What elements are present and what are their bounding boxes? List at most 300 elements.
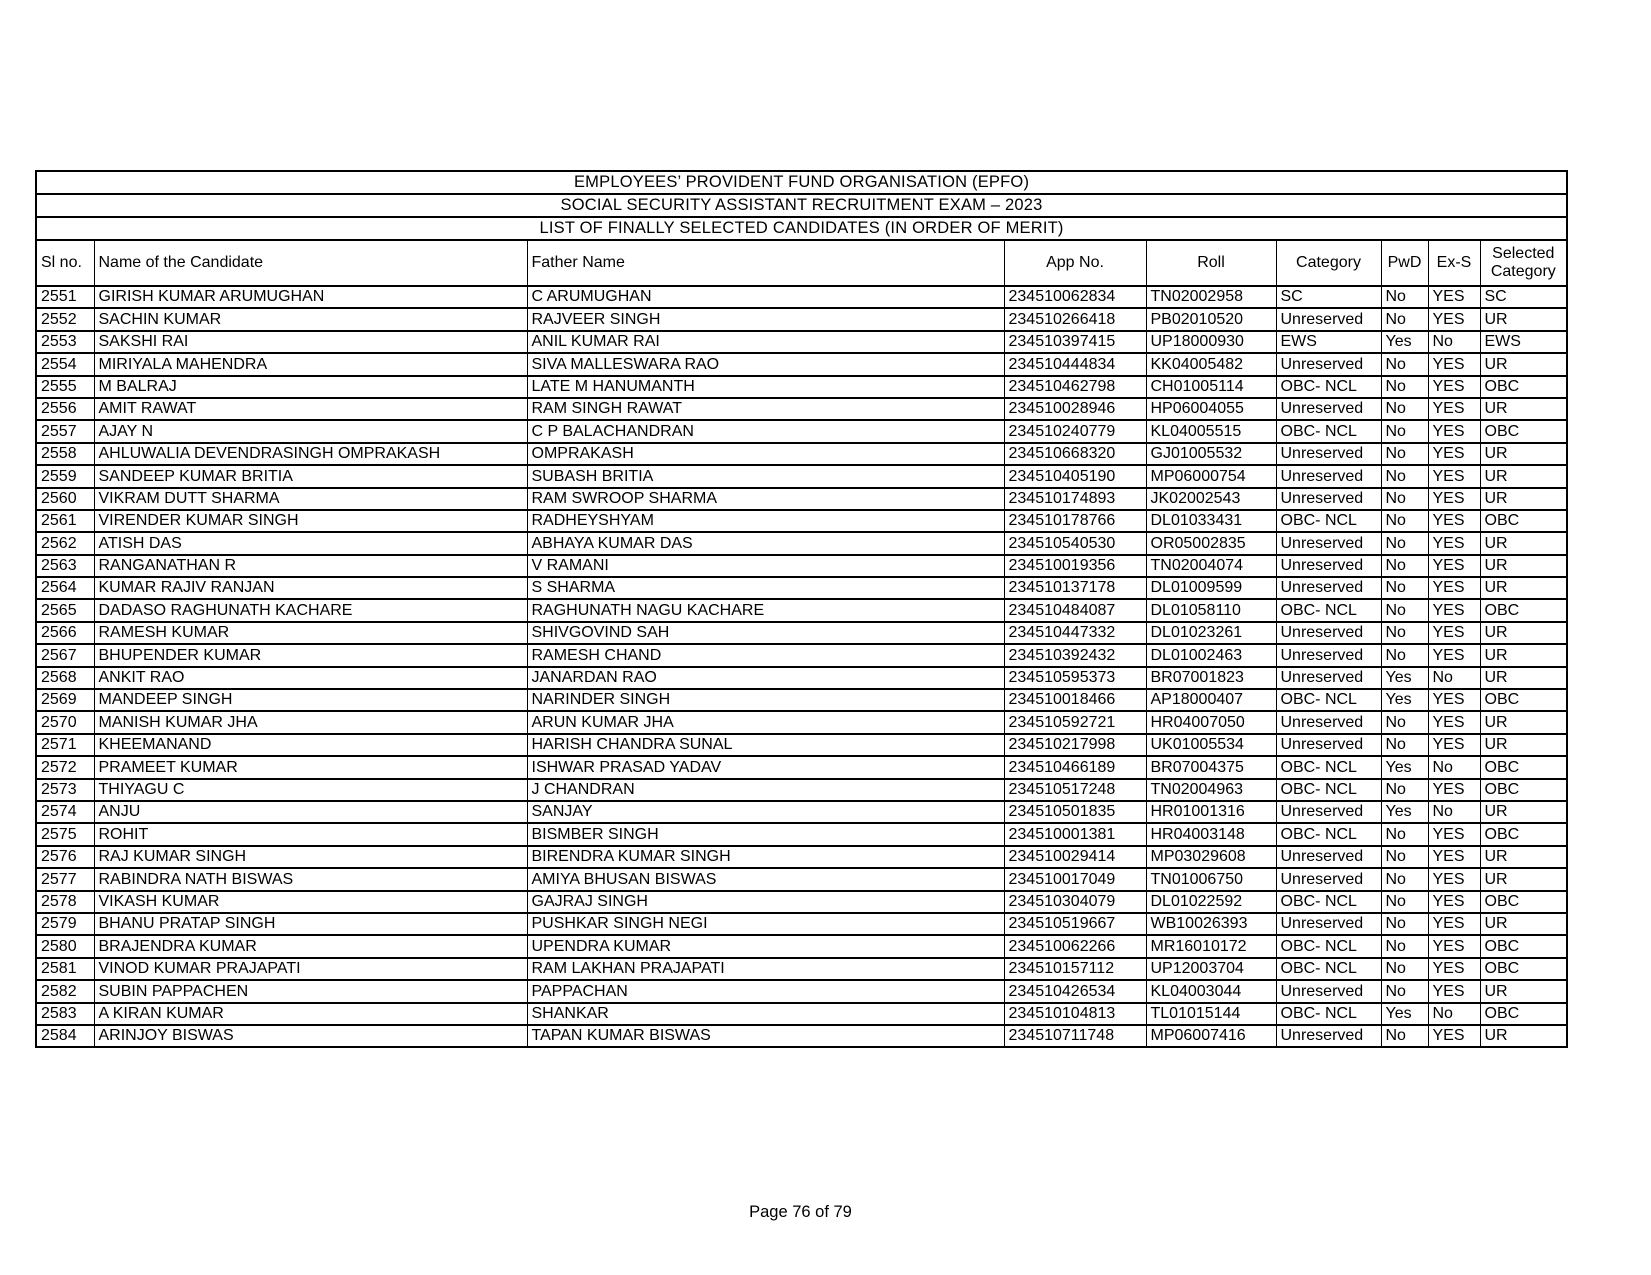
- column-header-row: [36, 240, 1567, 286]
- table-row: [36, 711, 1567, 733]
- table-row: [36, 689, 1567, 711]
- cell-ex-s: YES: [1428, 644, 1480, 666]
- cell-app-no: 234510029414: [1004, 846, 1146, 868]
- cell-pwd: No: [1381, 465, 1428, 487]
- cell-category: Unreserved: [1276, 443, 1381, 465]
- cell-category: Unreserved: [1276, 868, 1381, 890]
- document-title: EMPLOYEES’ PROVIDENT FUND ORGANISATION (EPFO): [36, 171, 1567, 194]
- cell-pwd: No: [1381, 644, 1428, 666]
- cell-category: SC: [1276, 286, 1381, 308]
- cell-ex-s: YES: [1428, 958, 1480, 980]
- cell-selected-category: UR: [1480, 577, 1567, 599]
- cell-roll: TN02002958: [1146, 286, 1276, 308]
- cell-name: ATISH DAS: [94, 532, 527, 554]
- cell-ex-s: YES: [1428, 891, 1480, 913]
- col-header-app-no: App No.: [1004, 240, 1146, 286]
- cell-category: OBC- NCL: [1276, 420, 1381, 442]
- cell-selected-category: UR: [1480, 801, 1567, 823]
- cell-app-no: 234510484087: [1004, 599, 1146, 621]
- cell-selected-category: OBC: [1480, 1003, 1567, 1025]
- cell-category: Unreserved: [1276, 734, 1381, 756]
- cell-ex-s: YES: [1428, 779, 1480, 801]
- table-row: [36, 1003, 1567, 1025]
- cell-ex-s: YES: [1428, 711, 1480, 733]
- cell-selected-category: EWS: [1480, 331, 1567, 353]
- cell-app-no: 234510405190: [1004, 465, 1146, 487]
- cell-selected-category: OBC: [1480, 510, 1567, 532]
- cell-ex-s: YES: [1428, 555, 1480, 577]
- cell-app-no: 234510174893: [1004, 488, 1146, 510]
- cell-ex-s: YES: [1428, 510, 1480, 532]
- cell-sl-no: 2555: [36, 376, 94, 398]
- cell-pwd: No: [1381, 711, 1428, 733]
- cell-father-name: V RAMANI: [527, 555, 1004, 577]
- cell-sl-no: 2558: [36, 443, 94, 465]
- cell-father-name: RAM LAKHAN PRAJAPATI: [527, 958, 1004, 980]
- cell-category: OBC- NCL: [1276, 891, 1381, 913]
- cell-name: AJAY N: [94, 420, 527, 442]
- cell-name: SAKSHI RAI: [94, 331, 527, 353]
- cell-pwd: No: [1381, 823, 1428, 845]
- cell-ex-s: YES: [1428, 308, 1480, 330]
- cell-roll: JK02002543: [1146, 488, 1276, 510]
- cell-name: SACHIN KUMAR: [94, 308, 527, 330]
- cell-selected-category: UR: [1480, 667, 1567, 689]
- cell-pwd: No: [1381, 555, 1428, 577]
- cell-ex-s: No: [1428, 1003, 1480, 1025]
- table-row: [36, 398, 1567, 420]
- cell-roll: MP06007416: [1146, 1025, 1276, 1047]
- cell-name: KHEEMANAND: [94, 734, 527, 756]
- cell-name: GIRISH KUMAR ARUMUGHAN: [94, 286, 527, 308]
- cell-father-name: LATE M HANUMANTH: [527, 376, 1004, 398]
- cell-father-name: ISHWAR PRASAD YADAV: [527, 756, 1004, 778]
- table-row: [36, 1025, 1567, 1047]
- cell-roll: DL01022592: [1146, 891, 1276, 913]
- cell-pwd: No: [1381, 599, 1428, 621]
- cell-pwd: No: [1381, 532, 1428, 554]
- cell-sl-no: 2566: [36, 622, 94, 644]
- cell-father-name: GAJRAJ SINGH: [527, 891, 1004, 913]
- cell-sl-no: 2576: [36, 846, 94, 868]
- cell-father-name: RAMESH CHAND: [527, 644, 1004, 666]
- cell-category: OBC- NCL: [1276, 756, 1381, 778]
- cell-selected-category: UR: [1480, 465, 1567, 487]
- results-table: [35, 170, 1568, 1048]
- cell-selected-category: OBC: [1480, 420, 1567, 442]
- cell-app-no: 234510028946: [1004, 398, 1146, 420]
- cell-pwd: No: [1381, 577, 1428, 599]
- cell-name: VIKASH KUMAR: [94, 891, 527, 913]
- cell-pwd: No: [1381, 734, 1428, 756]
- table-title-row-1: [36, 171, 1567, 194]
- cell-father-name: ABHAYA KUMAR DAS: [527, 532, 1004, 554]
- table-row: [36, 644, 1567, 666]
- table-row: [36, 667, 1567, 689]
- cell-pwd: Yes: [1381, 689, 1428, 711]
- table-row: [36, 846, 1567, 868]
- cell-app-no: 234510711748: [1004, 1025, 1146, 1047]
- cell-pwd: No: [1381, 353, 1428, 375]
- cell-roll: HR01001316: [1146, 801, 1276, 823]
- col-header-selected-category: Selected Category: [1480, 240, 1567, 286]
- cell-pwd: No: [1381, 846, 1428, 868]
- cell-name: SANDEEP KUMAR BRITIA: [94, 465, 527, 487]
- cell-sl-no: 2581: [36, 958, 94, 980]
- cell-selected-category: OBC: [1480, 779, 1567, 801]
- col-header-pwd: PwD: [1381, 240, 1428, 286]
- cell-category: Unreserved: [1276, 398, 1381, 420]
- cell-father-name: RAM SINGH RAWAT: [527, 398, 1004, 420]
- table-row: [36, 308, 1567, 330]
- cell-app-no: 234510426534: [1004, 980, 1146, 1002]
- cell-sl-no: 2578: [36, 891, 94, 913]
- cell-roll: TN01006750: [1146, 868, 1276, 890]
- cell-father-name: RAJVEER SINGH: [527, 308, 1004, 330]
- cell-name: ARINJOY BISWAS: [94, 1025, 527, 1047]
- cell-sl-no: 2554: [36, 353, 94, 375]
- cell-selected-category: UR: [1480, 846, 1567, 868]
- table-row: [36, 532, 1567, 554]
- cell-roll: AP18000407: [1146, 689, 1276, 711]
- cell-ex-s: No: [1428, 331, 1480, 353]
- cell-roll: TL01015144: [1146, 1003, 1276, 1025]
- cell-category: Unreserved: [1276, 980, 1381, 1002]
- cell-pwd: No: [1381, 286, 1428, 308]
- cell-sl-no: 2556: [36, 398, 94, 420]
- cell-ex-s: YES: [1428, 868, 1480, 890]
- cell-category: Unreserved: [1276, 577, 1381, 599]
- cell-app-no: 234510466189: [1004, 756, 1146, 778]
- cell-sl-no: 2580: [36, 935, 94, 957]
- cell-roll: UP12003704: [1146, 958, 1276, 980]
- cell-selected-category: OBC: [1480, 891, 1567, 913]
- cell-pwd: Yes: [1381, 801, 1428, 823]
- cell-roll: KK04005482: [1146, 353, 1276, 375]
- cell-sl-no: 2577: [36, 868, 94, 890]
- cell-ex-s: YES: [1428, 689, 1480, 711]
- cell-father-name: PUSHKAR SINGH NEGI: [527, 913, 1004, 935]
- cell-name: KUMAR RAJIV RANJAN: [94, 577, 527, 599]
- cell-selected-category: OBC: [1480, 756, 1567, 778]
- cell-category: OBC- NCL: [1276, 823, 1381, 845]
- cell-ex-s: YES: [1428, 353, 1480, 375]
- cell-sl-no: 2572: [36, 756, 94, 778]
- cell-roll: PB02010520: [1146, 308, 1276, 330]
- cell-father-name: SIVA MALLESWARA RAO: [527, 353, 1004, 375]
- col-header-father-name: Father Name: [527, 240, 1004, 286]
- cell-ex-s: No: [1428, 667, 1480, 689]
- cell-ex-s: YES: [1428, 913, 1480, 935]
- cell-selected-category: OBC: [1480, 935, 1567, 957]
- cell-app-no: 234510668320: [1004, 443, 1146, 465]
- cell-roll: KL04005515: [1146, 420, 1276, 442]
- cell-app-no: 234510217998: [1004, 734, 1146, 756]
- cell-selected-category: UR: [1480, 734, 1567, 756]
- cell-app-no: 234510017049: [1004, 868, 1146, 890]
- cell-ex-s: YES: [1428, 734, 1480, 756]
- cell-selected-category: UR: [1480, 980, 1567, 1002]
- cell-pwd: Yes: [1381, 331, 1428, 353]
- cell-category: Unreserved: [1276, 913, 1381, 935]
- cell-father-name: AMIYA BHUSAN BISWAS: [527, 868, 1004, 890]
- cell-father-name: NARINDER SINGH: [527, 689, 1004, 711]
- cell-pwd: No: [1381, 376, 1428, 398]
- cell-selected-category: UR: [1480, 488, 1567, 510]
- cell-name: AHLUWALIA DEVENDRASINGH OMPRAKASH: [94, 443, 527, 465]
- cell-sl-no: 2564: [36, 577, 94, 599]
- cell-selected-category: OBC: [1480, 958, 1567, 980]
- cell-pwd: No: [1381, 510, 1428, 532]
- table-row: [36, 958, 1567, 980]
- cell-app-no: 234510540530: [1004, 532, 1146, 554]
- cell-father-name: S SHARMA: [527, 577, 1004, 599]
- cell-app-no: 234510104813: [1004, 1003, 1146, 1025]
- cell-ex-s: YES: [1428, 398, 1480, 420]
- cell-roll: UK01005534: [1146, 734, 1276, 756]
- table-row: [36, 756, 1567, 778]
- col-header-name: Name of the Candidate: [94, 240, 527, 286]
- cell-category: OBC- NCL: [1276, 689, 1381, 711]
- cell-selected-category: UR: [1480, 555, 1567, 577]
- col-header-category: Category: [1276, 240, 1381, 286]
- cell-roll: DL01023261: [1146, 622, 1276, 644]
- cell-sl-no: 2563: [36, 555, 94, 577]
- cell-selected-category: OBC: [1480, 823, 1567, 845]
- page-footer: Page 76 of 79: [749, 1203, 852, 1221]
- cell-pwd: No: [1381, 622, 1428, 644]
- table-title-row-2: [36, 194, 1567, 217]
- cell-sl-no: 2582: [36, 980, 94, 1002]
- cell-roll: GJ01005532: [1146, 443, 1276, 465]
- cell-father-name: J CHANDRAN: [527, 779, 1004, 801]
- cell-pwd: No: [1381, 935, 1428, 957]
- cell-roll: DL01058110: [1146, 599, 1276, 621]
- cell-pwd: Yes: [1381, 756, 1428, 778]
- cell-selected-category: UR: [1480, 443, 1567, 465]
- cell-name: DADASO RAGHUNATH KACHARE: [94, 599, 527, 621]
- cell-father-name: SHIVGOVIND SAH: [527, 622, 1004, 644]
- cell-selected-category: UR: [1480, 868, 1567, 890]
- cell-father-name: SUBASH BRITIA: [527, 465, 1004, 487]
- cell-app-no: 234510062834: [1004, 286, 1146, 308]
- cell-selected-category: UR: [1480, 398, 1567, 420]
- cell-app-no: 234510018466: [1004, 689, 1146, 711]
- cell-app-no: 234510157112: [1004, 958, 1146, 980]
- cell-selected-category: UR: [1480, 532, 1567, 554]
- cell-sl-no: 2552: [36, 308, 94, 330]
- cell-name: RABINDRA NATH BISWAS: [94, 868, 527, 890]
- cell-ex-s: YES: [1428, 286, 1480, 308]
- cell-sl-no: 2583: [36, 1003, 94, 1025]
- cell-category: Unreserved: [1276, 532, 1381, 554]
- cell-father-name: BIRENDRA KUMAR SINGH: [527, 846, 1004, 868]
- cell-category: Unreserved: [1276, 801, 1381, 823]
- cell-sl-no: 2570: [36, 711, 94, 733]
- cell-name: BRAJENDRA KUMAR: [94, 935, 527, 957]
- cell-father-name: SANJAY: [527, 801, 1004, 823]
- cell-sl-no: 2579: [36, 913, 94, 935]
- cell-category: Unreserved: [1276, 555, 1381, 577]
- cell-roll: HR04003148: [1146, 823, 1276, 845]
- table-row: [36, 823, 1567, 845]
- cell-sl-no: 2560: [36, 488, 94, 510]
- cell-name: BHANU PRATAP SINGH: [94, 913, 527, 935]
- cell-roll: BR07001823: [1146, 667, 1276, 689]
- cell-sl-no: 2551: [36, 286, 94, 308]
- table-row: [36, 801, 1567, 823]
- cell-pwd: No: [1381, 958, 1428, 980]
- table-row: [36, 465, 1567, 487]
- cell-pwd: No: [1381, 443, 1428, 465]
- cell-selected-category: UR: [1480, 644, 1567, 666]
- cell-roll: WB10026393: [1146, 913, 1276, 935]
- cell-roll: TN02004074: [1146, 555, 1276, 577]
- cell-pwd: Yes: [1381, 1003, 1428, 1025]
- cell-pwd: No: [1381, 420, 1428, 442]
- table-row: [36, 779, 1567, 801]
- cell-app-no: 234510444834: [1004, 353, 1146, 375]
- cell-app-no: 234510062266: [1004, 935, 1146, 957]
- cell-category: OBC- NCL: [1276, 935, 1381, 957]
- table-row: [36, 891, 1567, 913]
- table-row: [36, 980, 1567, 1002]
- cell-father-name: JANARDAN RAO: [527, 667, 1004, 689]
- cell-ex-s: No: [1428, 801, 1480, 823]
- cell-ex-s: YES: [1428, 443, 1480, 465]
- cell-category: Unreserved: [1276, 622, 1381, 644]
- cell-name: RANGANATHAN R: [94, 555, 527, 577]
- cell-selected-category: UR: [1480, 711, 1567, 733]
- cell-name: PRAMEET KUMAR: [94, 756, 527, 778]
- cell-category: Unreserved: [1276, 488, 1381, 510]
- cell-pwd: No: [1381, 913, 1428, 935]
- cell-app-no: 234510447332: [1004, 622, 1146, 644]
- cell-category: OBC- NCL: [1276, 958, 1381, 980]
- cell-father-name: PAPPACHAN: [527, 980, 1004, 1002]
- cell-category: OBC- NCL: [1276, 510, 1381, 532]
- cell-sl-no: 2562: [36, 532, 94, 554]
- cell-name: VIKRAM DUTT SHARMA: [94, 488, 527, 510]
- cell-ex-s: YES: [1428, 376, 1480, 398]
- cell-app-no: 234510595373: [1004, 667, 1146, 689]
- cell-app-no: 234510397415: [1004, 331, 1146, 353]
- cell-selected-category: UR: [1480, 913, 1567, 935]
- cell-pwd: No: [1381, 488, 1428, 510]
- table-row: [36, 577, 1567, 599]
- cell-roll: HR04007050: [1146, 711, 1276, 733]
- table-row: [36, 599, 1567, 621]
- cell-name: MANDEEP SINGH: [94, 689, 527, 711]
- cell-app-no: 234510592721: [1004, 711, 1146, 733]
- cell-sl-no: 2584: [36, 1025, 94, 1047]
- cell-name: VIRENDER KUMAR SINGH: [94, 510, 527, 532]
- cell-category: OBC- NCL: [1276, 599, 1381, 621]
- cell-sl-no: 2569: [36, 689, 94, 711]
- cell-sl-no: 2559: [36, 465, 94, 487]
- cell-father-name: C ARUMUGHAN: [527, 286, 1004, 308]
- cell-name: A KIRAN KUMAR: [94, 1003, 527, 1025]
- cell-roll: KL04003044: [1146, 980, 1276, 1002]
- table-title-row-3: [36, 217, 1567, 240]
- cell-pwd: No: [1381, 398, 1428, 420]
- cell-roll: DL01002463: [1146, 644, 1276, 666]
- cell-selected-category: UR: [1480, 308, 1567, 330]
- cell-category: Unreserved: [1276, 711, 1381, 733]
- cell-father-name: BISMBER SINGH: [527, 823, 1004, 845]
- cell-app-no: 234510462798: [1004, 376, 1146, 398]
- cell-category: Unreserved: [1276, 308, 1381, 330]
- cell-father-name: C P BALACHANDRAN: [527, 420, 1004, 442]
- table-row: [36, 443, 1567, 465]
- results-table-body: [36, 286, 1567, 1047]
- cell-ex-s: YES: [1428, 823, 1480, 845]
- cell-app-no: 234510304079: [1004, 891, 1146, 913]
- cell-pwd: No: [1381, 868, 1428, 890]
- cell-name: ANJU: [94, 801, 527, 823]
- cell-roll: DL01009599: [1146, 577, 1276, 599]
- col-header-sl-no: Sl no.: [36, 240, 94, 286]
- cell-ex-s: YES: [1428, 577, 1480, 599]
- cell-category: Unreserved: [1276, 465, 1381, 487]
- table-row: [36, 913, 1567, 935]
- cell-category: OBC- NCL: [1276, 779, 1381, 801]
- cell-category: EWS: [1276, 331, 1381, 353]
- cell-selected-category: UR: [1480, 353, 1567, 375]
- cell-sl-no: 2573: [36, 779, 94, 801]
- table-row: [36, 353, 1567, 375]
- cell-ex-s: YES: [1428, 846, 1480, 868]
- cell-category: OBC- NCL: [1276, 376, 1381, 398]
- cell-name: VINOD KUMAR PRAJAPATI: [94, 958, 527, 980]
- cell-app-no: 234510519667: [1004, 913, 1146, 935]
- cell-sl-no: 2571: [36, 734, 94, 756]
- cell-sl-no: 2567: [36, 644, 94, 666]
- col-header-roll: Roll: [1146, 240, 1276, 286]
- cell-father-name: UPENDRA KUMAR: [527, 935, 1004, 957]
- cell-selected-category: UR: [1480, 1025, 1567, 1047]
- cell-pwd: Yes: [1381, 667, 1428, 689]
- cell-category: Unreserved: [1276, 1025, 1381, 1047]
- cell-app-no: 234510392432: [1004, 644, 1146, 666]
- cell-selected-category: OBC: [1480, 689, 1567, 711]
- cell-ex-s: YES: [1428, 420, 1480, 442]
- document-list-title: LIST OF FINALLY SELECTED CANDIDATES (IN ORDER OF MERIT): [36, 217, 1567, 240]
- cell-roll: UP18000930: [1146, 331, 1276, 353]
- cell-app-no: 234510137178: [1004, 577, 1146, 599]
- cell-name: SUBIN PAPPACHEN: [94, 980, 527, 1002]
- cell-app-no: 234510266418: [1004, 308, 1146, 330]
- cell-pwd: No: [1381, 308, 1428, 330]
- cell-roll: CH01005114: [1146, 376, 1276, 398]
- cell-ex-s: YES: [1428, 465, 1480, 487]
- cell-father-name: TAPAN KUMAR BISWAS: [527, 1025, 1004, 1047]
- cell-roll: DL01033431: [1146, 510, 1276, 532]
- cell-father-name: ARUN KUMAR JHA: [527, 711, 1004, 733]
- cell-category: Unreserved: [1276, 644, 1381, 666]
- cell-name: M BALRAJ: [94, 376, 527, 398]
- cell-ex-s: YES: [1428, 935, 1480, 957]
- cell-ex-s: YES: [1428, 1025, 1480, 1047]
- cell-name: RAJ KUMAR SINGH: [94, 846, 527, 868]
- cell-sl-no: 2574: [36, 801, 94, 823]
- cell-name: THIYAGU C: [94, 779, 527, 801]
- cell-roll: HP06004055: [1146, 398, 1276, 420]
- cell-roll: MR16010172: [1146, 935, 1276, 957]
- cell-app-no: 234510019356: [1004, 555, 1146, 577]
- cell-category: Unreserved: [1276, 353, 1381, 375]
- cell-sl-no: 2561: [36, 510, 94, 532]
